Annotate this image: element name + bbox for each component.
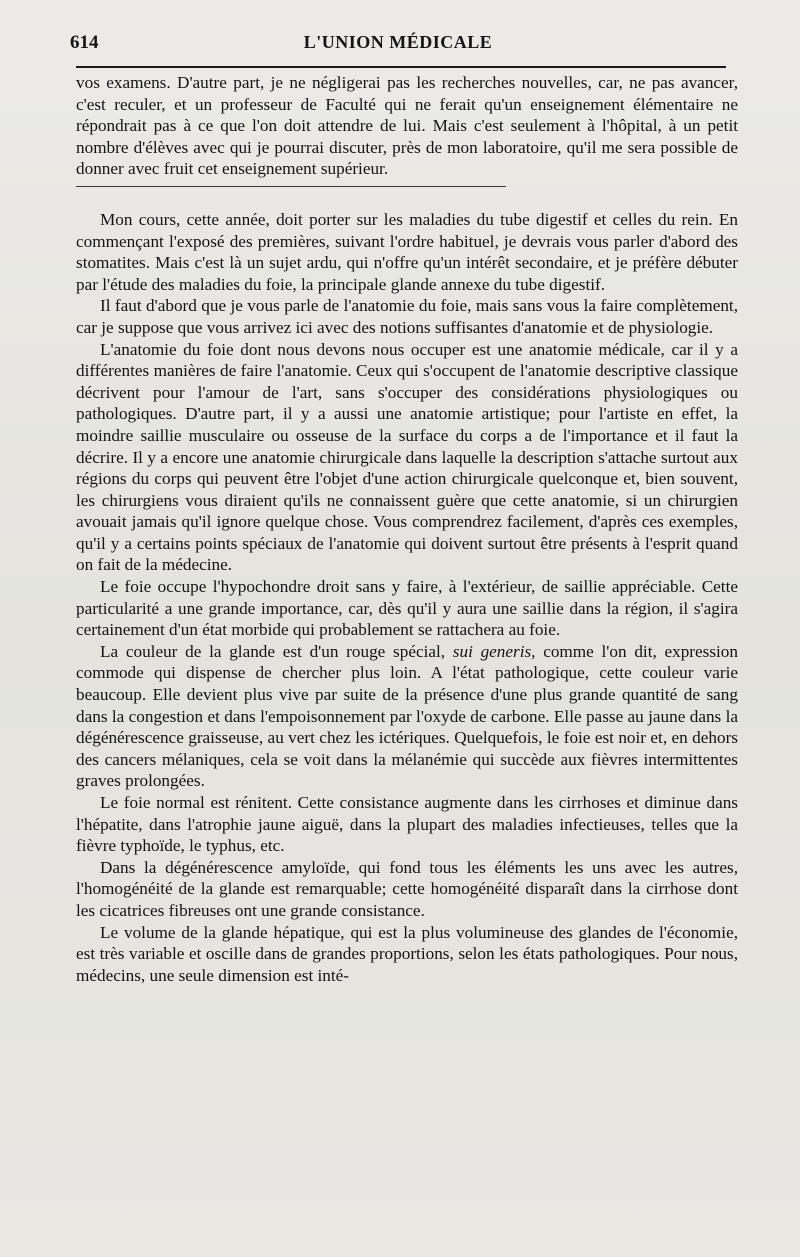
paragraph-consistency: Le foie normal est rénitent. Cette consistance augmente dans les cirrhoses et diminue dans l'hépatite, dans l'atrophie jaune aiguë, dans la plupart des maladies infectieuses, telles que la fièvre typhoïde, le typhus, etc. [76,793,738,856]
paragraph-medical-anatomy: L'anatomie du foie dont nous devons nous occuper est une anatomie médicale, car il y a différentes manières de faire l'anatomie. Ceux qui s'occupent de l'anatomie descriptive classique décrivent pour l'amour de l'art, sans s'occuper des considérations physiologiques ou pathologiques. D'autre part, il y a aussi une anatomie artistique; pour l'artiste en effet, la moindre saillie musculaire ou osseuse de la surface du corps a de l'importance et il faut la décrire. Il y a encore une anatomie chirurgicale dans laquelle la description s'attache surtout aux régions du corps qui peuvent être l'objet d'une action chirurgicale quelconque et, bien souvent, les chirurgiens vous diraient qu'ils ne connaissent guère que cette anatomie, si un chirurgien avouait jamais qu'il ignore quelque chose. Vous comprendrez facilement, d'après ces exemples, qu'il y a certains points spéciaux de l'anatomie qui doivent surtout être présents à l'esprit quand on fait de la médecine. [76,339,738,575]
header-rule [76,66,726,68]
paragraph-amyloid: Dans la dégénérescence amyloïde, qui fond tous les éléments les uns avec les autres, l'homogénéité de la glande est remarquable; cette homogénéité disparaît dans la cirrhose dont les cicatrices fibreuses ont une grande consistance. [76,857,738,920]
page-number: 614 [70,32,99,53]
paragraph-course: Mon cours, cette année, doit porter sur les maladies du tube digestif et celles du rein. En commençant l'exposé des premières, suivant l'ordre habituel, je devrais vous parler d'abord des stomatites. Mais c'est là un sujet ardu, qui n'offre qu'un intérêt secondaire, et je préfère débuter par l'étude des maladies du foie, la principale glande annexe du tube digestif. [76,209,738,294]
section-gap [76,187,738,209]
article-body [76,72,738,986]
paragraph-color [76,641,738,792]
color-text-start: La couleur de la glande est d'un rouge spécial, [100,641,453,661]
sui-generis-emphasis: sui generis, [452,641,536,661]
paragraph-anatomy-intro: Il faut d'abord que je vous parle de l'anatomie du foie, mais sans vous la faire complètement, car je suppose que vous arrivez ici avec des notions suffisantes d'anatomie et de physiologie. [76,296,738,337]
paragraph-intro: vos examens. D'autre part, je ne négligerai pas les recherches nouvelles, car, ne pas avancer, c'est reculer, et un professeur de Faculté qui ne ferait qu'un enseignement élémentaire ne répondrait pas à ce que l'on doit attendre de lui. Mais c'est seulement à l'hôpital, à un petit nombre d'élèves avec qui je pourrai discuter, près de mon laboratoire, qu'il me sera possible de donner avec fruit cet enseignement supérieur. [76,73,738,179]
show-through-footer [130,1228,730,1242]
color-text-end: comme l'on dit, expression commode qui dispense de chercher plus loin. A l'état pathologique, cette couleur varie beaucoup. Elle devient plus vive par suite de la présence d'une plus grande quantité de sang dans la congestion et dans l'empoisonnement par l'oxyde de carbone. Elle passe au jaune dans la dégénérescence graisseuse, au vert chez les ictériques. Quelquefois, le foie est noir et, en dehors des cancers mélaniques, cela se voit dans la mélanémie qui succède aux fièvres intermittentes graves prolongées. [76,641,738,791]
journal-title: L'UNION MÉDICALE [303,32,493,52]
page-header [70,28,726,64]
paragraph-volume: Le volume de la glande hépatique, qui est la plus volumineuse des glandes de l'économie, est très variable et oscille dans de grandes proportions, selon les états pathologiques. Pour nous, médecins, une seule dimension est inté- [76,922,738,985]
paragraph-location: Le foie occupe l'hypochondre droit sans y faire, à l'extérieur, de saillie appréciable. Cette particularité a une grande importance, car, dès qu'il y aura une saillie dans la région, il s'agira certainement d'un état morbide qui probablement se rattachera au foie. [76,577,738,640]
